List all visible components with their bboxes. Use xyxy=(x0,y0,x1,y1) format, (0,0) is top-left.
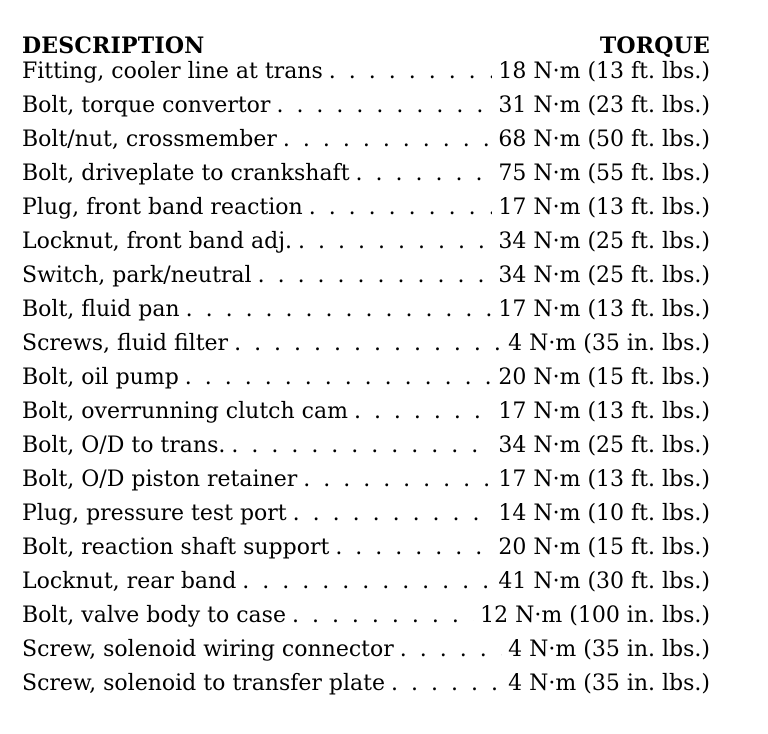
row-torque-value: 20 N·m (15 ft. lbs.) xyxy=(498,535,710,560)
dot-leader xyxy=(335,535,492,560)
dot-leader xyxy=(356,161,493,186)
row-description: Locknut, front band adj. xyxy=(22,229,293,254)
table-row xyxy=(22,399,710,433)
row-description: Bolt, driveplate to crankshaft xyxy=(22,161,350,186)
row-torque-value: 12 N·m (100 in. lbs.) xyxy=(480,603,710,628)
table-header xyxy=(22,27,710,59)
row-description: Bolt, oil pump xyxy=(22,365,179,390)
row-description: Fitting, cooler line at trans xyxy=(22,59,323,84)
dot-leader xyxy=(303,467,492,492)
row-description: Bolt, O/D to trans. xyxy=(22,433,226,458)
dot-leader xyxy=(391,671,502,696)
table-row xyxy=(22,535,710,569)
row-description: Switch, park/neutral xyxy=(22,263,252,288)
row-description: Plug, pressure test port xyxy=(22,501,287,526)
row-torque-value: 14 N·m (10 ft. lbs.) xyxy=(498,501,710,526)
dot-leader xyxy=(329,59,493,84)
row-description: Bolt, reaction shaft support xyxy=(22,535,330,560)
row-torque-value: 31 N·m (23 ft. lbs.) xyxy=(498,93,710,118)
torque-column-header: TORQUE xyxy=(599,33,710,59)
table-row xyxy=(22,569,710,603)
row-description: Bolt, overrunning clutch cam xyxy=(22,399,348,424)
row-description: Plug, front band reaction xyxy=(22,195,303,220)
table-row xyxy=(22,263,710,297)
dot-leader xyxy=(258,263,493,288)
row-torque-value: 41 N·m (30 ft. lbs.) xyxy=(498,569,710,594)
row-description: Bolt, O/D piston retainer xyxy=(22,467,298,492)
row-torque-value: 17 N·m (13 ft. lbs.) xyxy=(498,399,710,424)
table-row xyxy=(22,229,710,263)
dot-leader xyxy=(292,603,474,628)
dot-leader xyxy=(293,501,493,526)
row-torque-value: 4 N·m (35 in. lbs.) xyxy=(508,637,710,662)
row-description: Locknut, rear band xyxy=(22,569,237,594)
row-torque-value: 4 N·m (35 in. lbs.) xyxy=(508,331,710,356)
row-torque-value: 17 N·m (13 ft. lbs.) xyxy=(498,297,710,322)
table-row xyxy=(22,603,710,637)
dot-leader xyxy=(400,637,502,662)
table-body xyxy=(22,59,710,705)
description-column-header: DESCRIPTION xyxy=(22,33,205,59)
dot-leader xyxy=(354,399,492,424)
row-torque-value: 34 N·m (25 ft. lbs.) xyxy=(498,229,710,254)
table-row xyxy=(22,59,710,93)
table-row xyxy=(22,297,710,331)
dot-leader xyxy=(298,229,492,254)
row-description: Bolt, torque convertor xyxy=(22,93,271,118)
table-row xyxy=(22,467,710,501)
row-torque-value: 68 N·m (50 ft. lbs.) xyxy=(498,127,710,152)
row-torque-value: 75 N·m (55 ft. lbs.) xyxy=(498,161,710,186)
dot-leader xyxy=(283,127,492,152)
row-torque-value: 4 N·m (35 in. lbs.) xyxy=(508,671,710,696)
dot-leader xyxy=(186,297,493,322)
row-torque-value: 20 N·m (15 ft. lbs.) xyxy=(498,365,710,390)
row-description: Screw, solenoid wiring connector xyxy=(22,637,394,662)
dot-leader xyxy=(234,331,502,356)
table-row xyxy=(22,433,710,467)
table-row xyxy=(22,331,710,365)
dot-leader xyxy=(276,93,492,118)
dot-leader xyxy=(309,195,493,220)
table-row xyxy=(22,637,710,671)
torque-spec-table xyxy=(22,27,710,705)
row-torque-value: 17 N·m (13 ft. lbs.) xyxy=(498,195,710,220)
row-torque-value: 34 N·m (25 ft. lbs.) xyxy=(498,263,710,288)
row-description: Bolt/nut, crossmember xyxy=(22,127,277,152)
table-row xyxy=(22,671,710,705)
table-row xyxy=(22,93,710,127)
row-description: Bolt, valve body to case xyxy=(22,603,286,628)
table-row xyxy=(22,501,710,535)
table-row xyxy=(22,127,710,161)
table-row xyxy=(22,161,710,195)
row-torque-value: 18 N·m (13 ft. lbs.) xyxy=(498,59,710,84)
dot-leader xyxy=(231,433,492,458)
table-row xyxy=(22,195,710,229)
row-description: Screws, fluid filter xyxy=(22,331,229,356)
dot-leader xyxy=(185,365,493,390)
dot-leader xyxy=(242,569,492,594)
row-torque-value: 34 N·m (25 ft. lbs.) xyxy=(498,433,710,458)
row-description: Screw, solenoid to transfer plate xyxy=(22,671,386,696)
row-description: Bolt, fluid pan xyxy=(22,297,180,322)
table-row xyxy=(22,365,710,399)
row-torque-value: 17 N·m (13 ft. lbs.) xyxy=(498,467,710,492)
